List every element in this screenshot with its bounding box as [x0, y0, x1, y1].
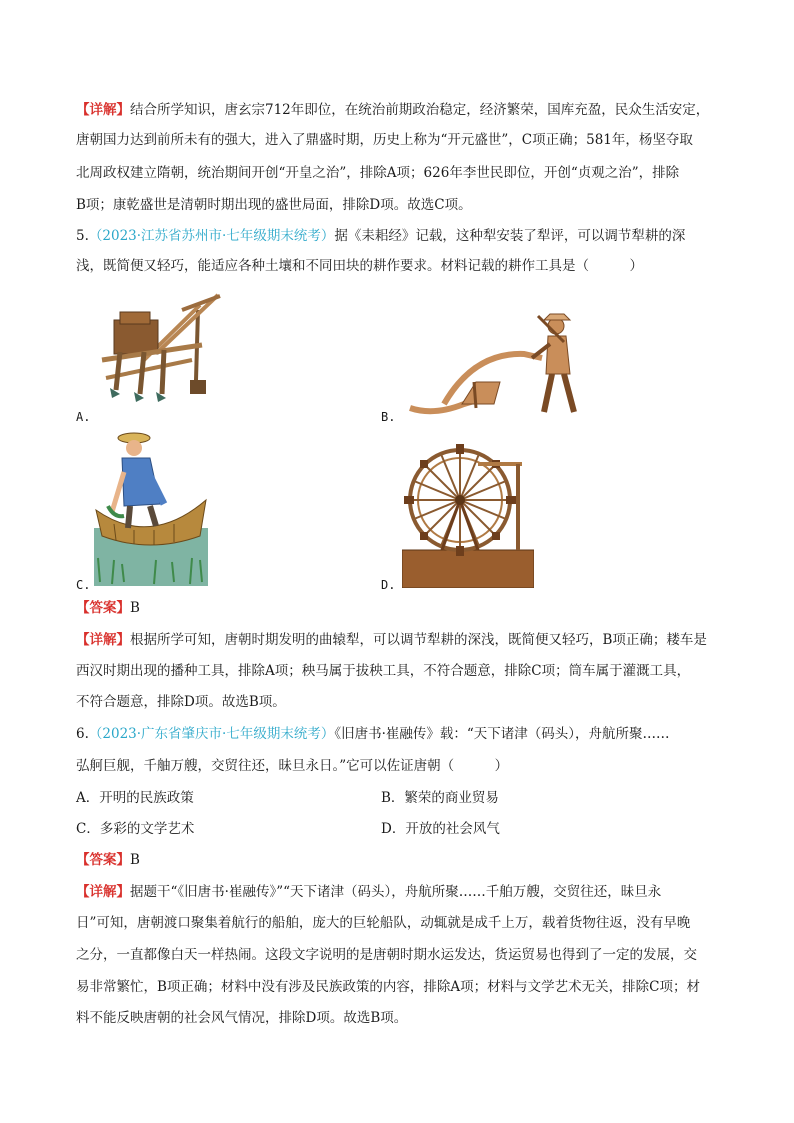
q6-option-a: A．开明的民族政策 — [76, 790, 194, 806]
q5-detail-line-2: 西汉时期出现的播种工具，排除A项；秧马属于拔秧工具，不符合题意，排除C项；筒车属于灌溉工具， — [76, 663, 691, 679]
option-a-image — [92, 290, 230, 412]
q5-detail-line-3: 不符合题意，排除D项。故选B项。 — [76, 694, 286, 710]
q6-source: （2023·广东省肇庆市·七年级期末统考） — [88, 726, 335, 742]
prev-detail-line-1 — [76, 100, 726, 120]
option-b-image — [404, 312, 584, 418]
prev-detail-line-4: B项；康乾盛世是清朝时期出现的盛世局面，排除D项。故选C项。 — [76, 197, 472, 213]
answer-tag: 【答案】 — [76, 852, 130, 868]
q5-answer-value: B — [130, 600, 140, 616]
q6-answer — [76, 850, 726, 870]
option-a-label: A. — [76, 410, 91, 424]
q6-answer-value: B — [130, 852, 140, 868]
q5-stem-line-1 — [76, 226, 726, 246]
q6-detail-line-5: 料不能反映唐朝的社会风气情况，排除D项。故选B项。 — [76, 1010, 408, 1026]
option-d-image — [402, 436, 534, 588]
prev-detail-line-2: 唐朝国力达到前所未有的强大，进入了鼎盛时期，历史上称为“开元盛世”，C项正确；581年，杨坚夺取 — [76, 132, 693, 148]
q6-stem-line-2: 弘舸巨舰，千舳万艘，交贸往还，昧旦永日。”它可以佐证唐朝（ ） — [76, 758, 509, 774]
detail-tag: 【详解】 — [76, 884, 130, 900]
seedling-horse-illustration — [94, 432, 208, 586]
q5-detail-text-1: 根据所学可知，唐朝时期发明的曲辕犁，可以调节犁耕的深浅，既简便又轻巧，B项正确；耧车是 — [130, 632, 707, 648]
answer-tag: 【答案】 — [76, 600, 130, 616]
q6-detail-text-1: 据题干“《旧唐书·崔融传》”“天下诸津（码头），舟航所聚……千舶万艘，交贸往还，昧旦永 — [130, 884, 662, 900]
q5-answer — [76, 598, 726, 618]
prev-detail-text-1: 结合所学知识，唐玄宗712年即位，在统治前期政治稳定，经济繁荣，国库充盈，民众生活安定， — [130, 102, 710, 118]
q6-detail-line-2: 日”可知，唐朝渡口聚集着航行的船舶，庞大的巨轮船队，动辄就是成千上万，载着货物往返，没有早晚 — [76, 915, 691, 931]
q6-detail-line-3: 之分，一直都像白天一样热闹。这段文字说明的是唐朝时期水运发达，货运贸易也得到了一定的发展，交 — [76, 947, 697, 963]
q5-stem-text-1: 据《耒耜经》记载，这种犁安装了犁评，可以调节犁耕的深 — [334, 228, 686, 244]
option-d-label: D. — [381, 578, 396, 592]
q5-number: 5. — [76, 228, 89, 244]
q6-stem-text-1: 《旧唐书·崔融传》载：“天下诸津（码头），舟航所聚…… — [334, 726, 670, 742]
q6-option-c: C．多彩的文学艺术 — [76, 821, 195, 837]
option-c-image — [94, 432, 208, 586]
water-wheel-illustration — [402, 436, 534, 588]
detail-tag: 【详解】 — [76, 102, 130, 118]
q5-source: （2023·江苏省苏州市·七年级期末统考） — [88, 228, 335, 244]
seed-drill-illustration — [92, 290, 230, 412]
q6-option-b: B．繁荣的商业贸易 — [381, 790, 499, 806]
q5-stem-line-2: 浅，既简便又轻巧，能适应各种土壤和不同田块的耕作要求。材料记载的耕作工具是（ ） — [76, 258, 643, 274]
prev-detail-line-3: 北周政权建立隋朝，统治期间开创“开皇之治”，排除A项；626年李世民即位，开创“贞观之治”，排除 — [76, 165, 680, 181]
q6-option-d: D．开放的社会风气 — [381, 821, 500, 837]
q6-detail-line-4: 易非常繁忙，B项正确；材料中没有涉及民族政策的内容，排除A项；材料与文学艺术无关，排除C项；材 — [76, 979, 700, 995]
option-c-label: C. — [76, 578, 91, 592]
option-b-label: B. — [381, 410, 396, 424]
q6-stem-line-1 — [76, 724, 726, 744]
q6-number: 6. — [76, 726, 89, 742]
curved-plough-illustration — [404, 312, 584, 418]
q6-detail-line-1 — [76, 882, 726, 902]
q5-detail-line-1 — [76, 630, 726, 650]
detail-tag: 【详解】 — [76, 632, 130, 648]
